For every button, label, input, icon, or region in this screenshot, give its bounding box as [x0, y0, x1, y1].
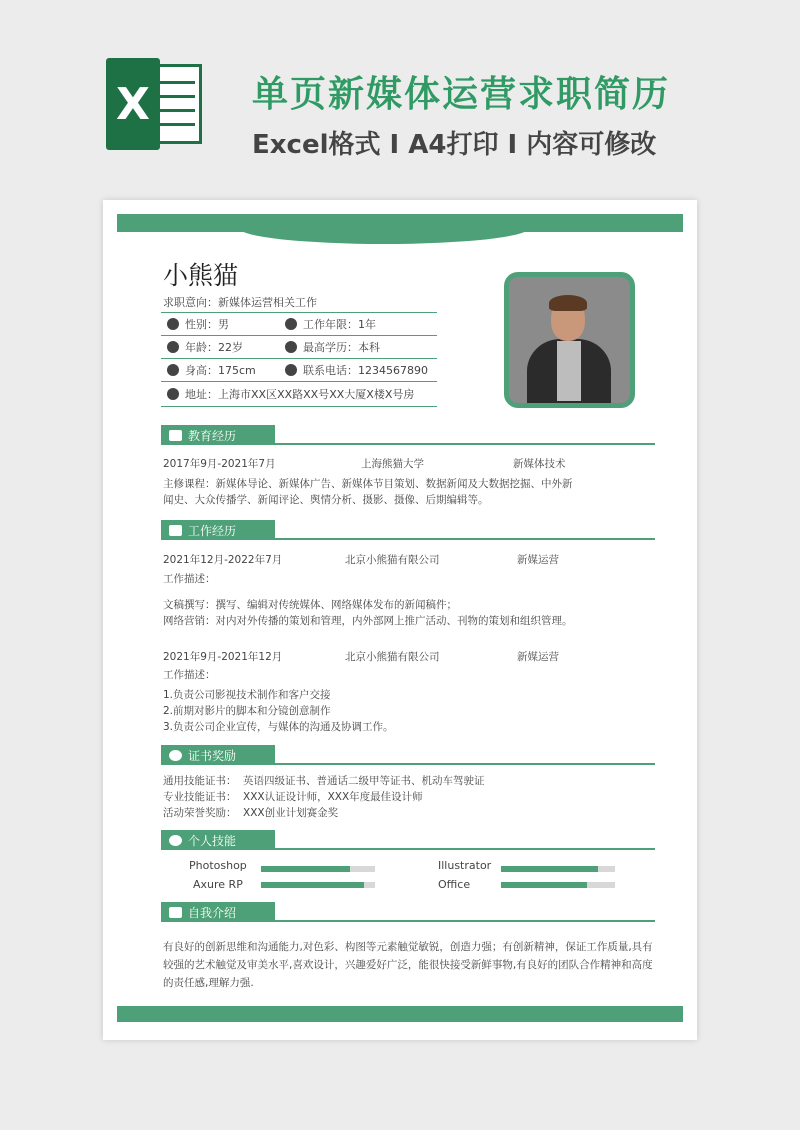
- gender: 性别：男: [185, 318, 229, 331]
- cert-value: 英语四级证书、普通话二级甲等证书、机动车驾驶证: [243, 775, 485, 787]
- job-desc-line: 2.前期对影片的脚本和分镜创意制作: [163, 705, 331, 717]
- candidate-name: 小熊猫: [163, 261, 239, 290]
- excel-icon: [106, 58, 206, 150]
- section-education: [161, 425, 655, 445]
- skill-bar: [501, 866, 615, 872]
- job-desc-line: 3.负责公司企业宣传，与媒体的沟通及协调工作。: [163, 721, 394, 733]
- edu-courses: 闻史、大众传播学、新闻评论、舆情分析、摄影、摄像、后期编辑等。: [163, 494, 489, 506]
- edu-period: 2017年9月-2021年7月: [163, 458, 276, 470]
- skill-name: Axure RP: [193, 878, 243, 891]
- job-desc-line: 网络营销：对内对外传播的策划和管理，内外部网上推广活动、刊物的策划和组织管理。: [163, 615, 573, 627]
- skill-bar-fill: [501, 866, 598, 872]
- job-position: 新媒运营: [517, 651, 559, 663]
- height: 身高：175cm: [185, 364, 256, 377]
- bottom-bar: [117, 1006, 683, 1022]
- page-title: 单页新媒体运营求职简历: [252, 74, 671, 115]
- edit-icon: [169, 907, 182, 918]
- banner: [0, 0, 800, 185]
- job-company: 北京小熊猫有限公司: [345, 651, 440, 663]
- skill-bar-fill: [501, 882, 587, 888]
- work-years: 工作年限：1年: [303, 318, 376, 331]
- skill-bar-fill: [261, 882, 364, 888]
- info-row: [161, 335, 437, 358]
- section-title: 个人技能: [188, 833, 237, 848]
- section-certificates: [161, 745, 655, 765]
- gender-icon: [167, 318, 179, 330]
- section-work: [161, 520, 655, 540]
- person-icon: [285, 318, 297, 330]
- info-row: [161, 381, 437, 407]
- skill-bar: [261, 882, 375, 888]
- profile-photo: [504, 272, 635, 408]
- address: 地址：上海市XX区XX路XX号XX大厦X楼X号房: [185, 388, 415, 401]
- job-period: 2021年12月-2022年7月: [163, 554, 283, 566]
- cert-label: 活动荣誉奖励：: [163, 807, 237, 819]
- section-title: 工作经历: [188, 523, 237, 538]
- skill-bar: [501, 882, 615, 888]
- info-row: [161, 312, 437, 335]
- edu-courses: 主修课程：新媒体导论、新媒体广告、新媒体节目策划、数据新闻及大数据挖掘、中外新: [163, 478, 573, 490]
- top-curve: [239, 228, 529, 244]
- degree: 最高学历：本科: [303, 341, 380, 354]
- cert-label: 专业技能证书：: [163, 791, 237, 803]
- job-desc-label: 工作描述：: [163, 669, 216, 681]
- phone: 联系电话：1234567890: [303, 364, 428, 377]
- section-intro: [161, 902, 655, 922]
- job-position: 新媒运营: [517, 554, 559, 566]
- skills-icon: [169, 835, 182, 846]
- skill-bar: [261, 866, 375, 872]
- briefcase-icon: [169, 525, 182, 536]
- job-period: 2021年9月-2021年12月: [163, 651, 283, 663]
- job-desc-line: 1.负责公司影视技术制作和客户交接: [163, 689, 331, 701]
- logo-letter: X: [106, 58, 160, 150]
- job-desc-label: 工作描述：: [163, 573, 216, 585]
- section-title: 自我介绍: [188, 905, 237, 920]
- edu-major: 新媒体技术: [513, 458, 566, 470]
- skill-bar-fill: [261, 866, 350, 872]
- section-title: 教育经历: [188, 428, 237, 443]
- resume-page: [103, 200, 697, 1040]
- cert-label: 通用技能证书：: [163, 775, 237, 787]
- job-intent: 求职意向：新媒体运营相关工作: [163, 296, 317, 309]
- cert-value: XXX创业计划赛金奖: [243, 807, 339, 819]
- cert-value: XXX认证设计师，XXX年度最佳设计师: [243, 791, 423, 803]
- skill-name: Photoshop: [189, 859, 247, 872]
- graduation-cap-icon: [169, 430, 182, 441]
- graduation-cap-icon: [285, 341, 297, 353]
- skill-name: Illustrator: [438, 859, 492, 872]
- page-subtitle: Excel格式 I A4打印 I 内容可修改: [252, 130, 657, 160]
- ruler-icon: [167, 364, 179, 376]
- section-skills: [161, 830, 655, 850]
- calendar-icon: [167, 341, 179, 353]
- location-icon: [167, 388, 179, 400]
- info-row: [161, 358, 437, 381]
- age: 年龄：22岁: [185, 341, 243, 354]
- section-title: 证书奖励: [188, 748, 237, 763]
- job-desc-line: 文稿撰写：撰写、编辑对传统媒体、网络媒体发布的新闻稿件；: [163, 599, 457, 611]
- award-icon: [169, 750, 182, 761]
- job-company: 北京小熊猫有限公司: [345, 554, 440, 566]
- self-intro: 有良好的创新思维和沟通能力,对色彩、构图等元素触觉敏锐，创造力强；有创新精神，保证工作质量,具有较强的艺术触觉及审美水平,喜欢设计，兴趣爱好广泛，能很快接受新鲜事物,有良好的团队合作精神和高度的责任感,理解力强.: [163, 941, 653, 989]
- edu-school: 上海熊猫大学: [361, 458, 424, 470]
- skill-name: Office: [438, 878, 471, 891]
- phone-icon: [285, 364, 297, 376]
